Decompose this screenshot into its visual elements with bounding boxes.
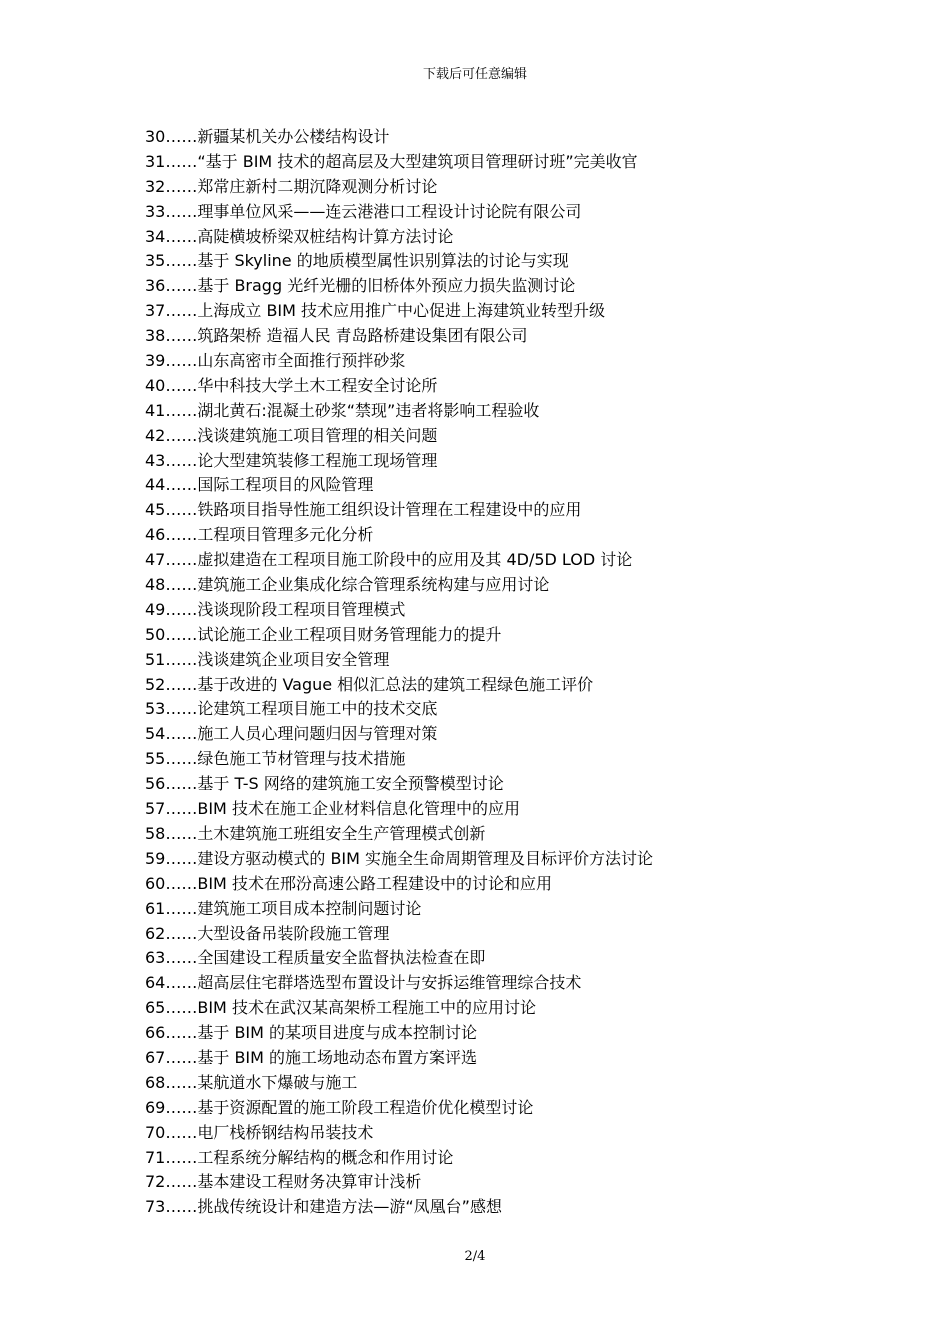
list-item: 44……国际工程项目的风险管理 [145,475,374,495]
list-item: 57……BIM 技术在施工企业材料信息化管理中的应用 [145,799,520,819]
list-item: 33……理事单位风采——连云港港口工程设计讨论院有限公司 [145,201,582,221]
list-item: 51……浅谈建筑企业项目安全管理 [145,649,390,669]
list-item: 48……建筑施工企业集成化综合管理系统构建与应用讨论 [145,575,550,595]
list-item: 64……超高层住宅群塔选型布置设计与安拆运维管理综合技术 [145,973,582,993]
list-item: 67……基于 BIM 的施工场地动态布置方案评选 [145,1047,478,1067]
list-item: 36……基于 Bragg 光纤光栅的旧桥体外预应力损失监测讨论 [145,276,576,296]
list-item: 53……论建筑工程项目施工中的技术交底 [145,699,438,719]
list-item: 69……基于资源配置的施工阶段工程造价优化模型讨论 [145,1097,534,1117]
list-item: 59……建设方驱动模式的 BIM 实施全生命周期管理及目标评价方法讨论 [145,848,654,868]
list-item: 45……铁路项目指导性施工组织设计管理在工程建设中的应用 [145,500,582,520]
list-item: 40……华中科技大学土木工程安全讨论所 [145,375,438,395]
list-item: 32……郑常庄新村二期沉降观测分析讨论 [145,176,438,196]
list-item: 54……施工人员心理问题归因与管理对策 [145,724,438,744]
list-item: 66……基于 BIM 的某项目进度与成本控制讨论 [145,1023,478,1043]
list-item: 43……论大型建筑装修工程施工现场管理 [145,450,438,470]
list-item: 65……BIM 技术在武汉某高架桥工程施工中的应用讨论 [145,998,536,1018]
list-item: 62……大型设备吊装阶段施工管理 [145,923,390,943]
list-item: 30……新疆某机关办公楼结构设计 [145,127,390,146]
list-item: 50……试论施工企业工程项目财务管理能力的提升 [145,624,502,644]
list-item: 42……浅谈建筑施工项目管理的相关问题 [145,425,438,445]
list-item: 35……基于 Skyline 的地质模型属性识别算法的讨论与实现 [145,251,569,271]
list-item: 72……基本建设工程财务决算审计浅析 [145,1172,422,1192]
list-item: 70……电厂栈桥钢结构吊装技术 [145,1122,374,1142]
list-item: 71……工程系统分解结构的概念和作用讨论 [145,1147,454,1167]
list-item: 41……湖北黄石:混凝土砂浆“禁现”违者将影响工程验收 [145,400,540,420]
list-item: 68……某航道水下爆破与施工 [145,1072,358,1092]
list-item: 60……BIM 技术在邢汾高速公路工程建设中的讨论和应用 [145,873,552,893]
list-item: 52……基于改进的 Vague 相似汇总法的建筑工程绿色施工评价 [145,674,594,694]
list-item: 61……建筑施工项目成本控制问题讨论 [145,898,422,918]
list-item: 55……绿色施工节材管理与技术措施 [145,749,406,769]
list-item: 31……“基于 BIM 技术的超高层及大型建筑项目管理研讨班”完美收官 [145,151,638,171]
article-list [145,125,865,1220]
list-item: 49……浅谈现阶段工程项目管理模式 [145,599,406,619]
list-item: 46……工程项目管理多元化分析 [145,525,374,545]
list-item: 47……虚拟建造在工程项目施工阶段中的应用及其 4D/5D LOD 讨论 [145,550,633,570]
page-number: 2/4 [464,1249,486,1264]
list-item: 34……高陡横坡桥梁双桩结构计算方法讨论 [145,226,454,246]
list-item: 56……基于 T-S 网络的建筑施工安全预警模型讨论 [145,774,504,794]
page-header: 下载后可任意编辑 [422,67,527,82]
list-item: 73……挑战传统设计和建造方法—游“凤凰台”感想 [145,1197,502,1217]
list-item: 39……山东高密市全面推行预拌砂浆 [145,351,406,371]
list-item: 37……上海成立 BIM 技术应用推广中心促进上海建筑业转型升级 [145,301,606,321]
list-item: 63……全国建设工程质量安全监督执法检查在即 [145,948,486,968]
list-item: 38……筑路架桥 造福人民 青岛路桥建设集团有限公司 [145,326,528,346]
list-item: 58……土木建筑施工班组安全生产管理模式创新 [145,823,486,843]
